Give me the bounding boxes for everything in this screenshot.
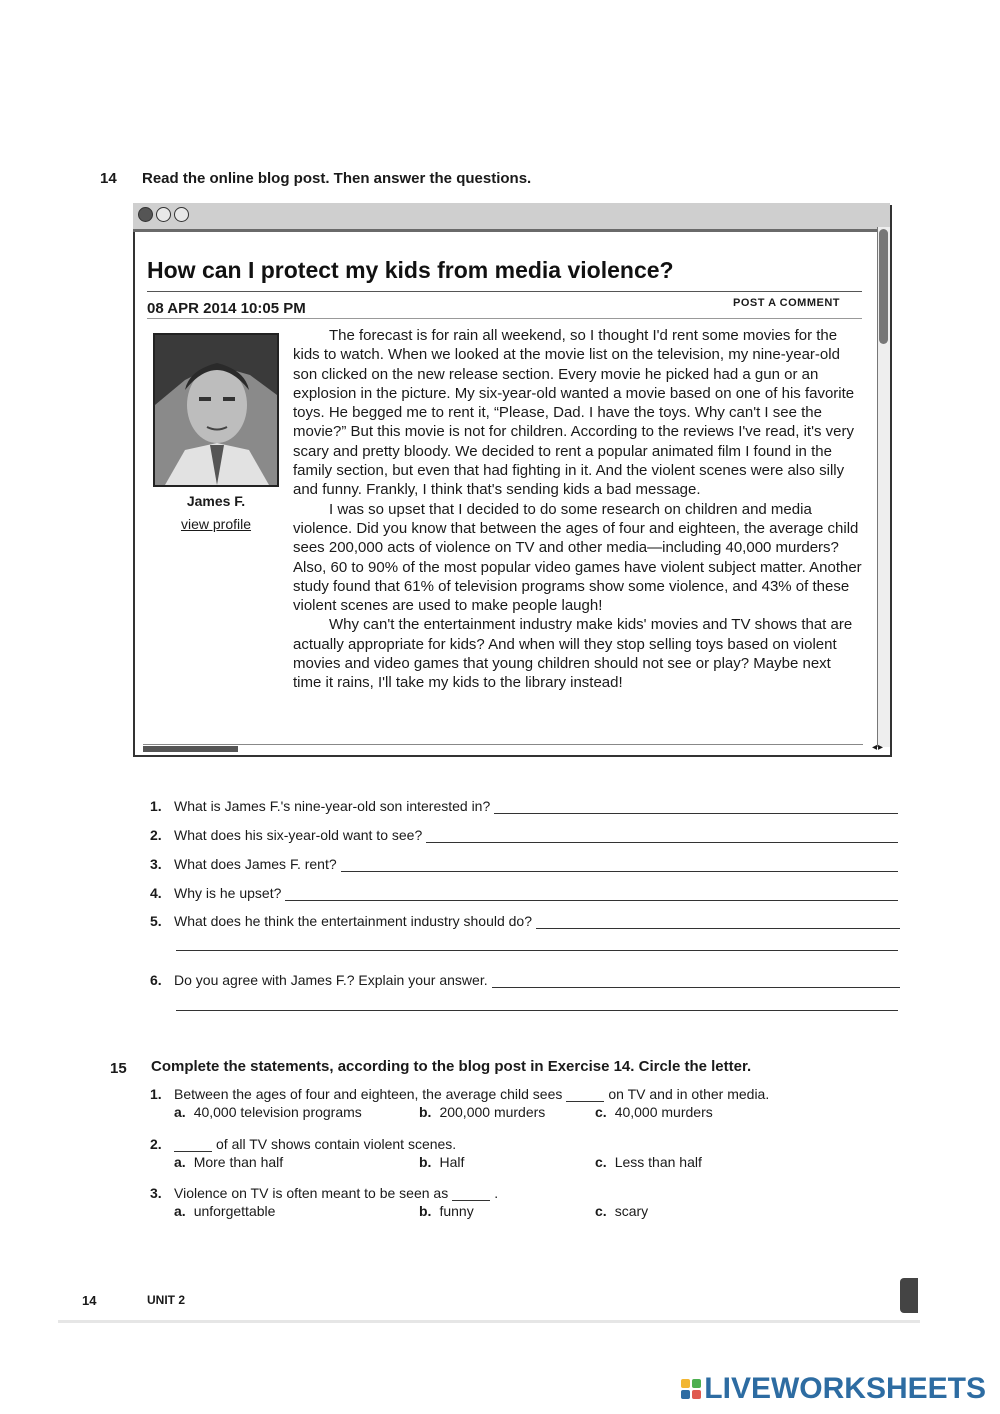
option-b[interactable]: b. funny <box>419 1203 474 1219</box>
answer-line[interactable] <box>492 973 900 988</box>
author-portrait-icon <box>155 335 277 485</box>
mc-item <box>150 1136 702 1170</box>
page-number: 14 <box>82 1293 97 1308</box>
exercise-14-instruction: Read the online blog post. Then answer the questions. <box>142 170 532 187</box>
question-text: What does James F. rent? <box>174 856 337 872</box>
mc-item <box>150 1185 648 1219</box>
blog-body <box>293 326 863 693</box>
item-text: Violence on TV is often meant to be seen as <box>174 1185 449 1201</box>
vertical-scrollbar[interactable] <box>877 227 890 747</box>
question-item <box>150 827 898 843</box>
page-tab <box>900 1278 918 1313</box>
question-text: What is James F.'s nine-year-old son interested in? <box>174 798 491 814</box>
answer-line[interactable] <box>341 857 898 872</box>
option-c[interactable]: c. scary <box>595 1203 649 1219</box>
question-number: 2. <box>150 827 162 843</box>
blog-paragraph: I was so upset that I decided to do some research on children and media violence. Did you know that between the ages of four and eighteen, the average child sees 200,000 acts of violence on TV and other media—including 40,000 murders? Also, 60 to 90% of the most popular video games have violent subject matter. Another study found that 61% of television programs show some violence, and 43% of these violent scenes are used to make people laugh! <box>293 500 862 615</box>
answer-line[interactable] <box>285 886 898 901</box>
minimize-dot-icon[interactable] <box>156 207 171 222</box>
post-comment-link[interactable]: POST A COMMENT <box>732 297 840 309</box>
option-a[interactable]: a. More than half <box>174 1154 284 1170</box>
author-photo <box>153 333 279 487</box>
option-c[interactable]: c. 40,000 murders <box>595 1104 713 1120</box>
answer-blank[interactable] <box>174 1136 212 1152</box>
question-number: 1. <box>150 798 162 814</box>
question-item <box>150 856 898 872</box>
answer-line[interactable] <box>176 950 898 951</box>
blog-paragraph: The forecast is for rain all weekend, so I thought I'd rent some movies for the kids to watch. When we looked at the movie list on the television, my nine-year-old son clicked on the new release section. Every movie he picked had a gun or an explosion in the picture. My six-year-old wanted a movie based on one of his favorite toys. He begged me to rent it, “Please, Dad. I have the toys. Why can't I see the movie?” But this movie is not for children. According to the reviews I've read, it's very scary and pretty bloody. We decided to rent a popular animated film I found in the family section, but even that had fighting in it. And the violent scenes were also silly and funny. Frankly, I think that's sending kids a bad message. <box>293 327 855 499</box>
question-number: 3. <box>150 856 162 872</box>
exercise-15-number: 15 <box>110 1060 127 1077</box>
question-text: Why is he upset? <box>174 885 282 901</box>
answer-line[interactable] <box>494 799 898 814</box>
question-text: What does he think the entertainment industry should do? <box>174 913 532 929</box>
unit-label: UNIT 2 <box>147 1293 186 1307</box>
item-text: Between the ages of four and eighteen, the average child sees <box>174 1086 563 1102</box>
divider <box>147 318 862 319</box>
exercise-14-number: 14 <box>100 170 117 187</box>
question-text: What does his six-year-old want to see? <box>174 827 423 843</box>
item-text: on TV and in other media. <box>608 1086 770 1102</box>
liveworksheets-wordmark: LIVEWORKSHEETS <box>704 1372 986 1405</box>
question-item <box>150 972 900 988</box>
option-a[interactable]: a. unforgettable <box>174 1203 276 1219</box>
divider <box>147 291 862 292</box>
mc-item <box>150 1086 769 1120</box>
item-number: 2. <box>150 1136 162 1152</box>
divider <box>58 1320 920 1323</box>
close-dot-icon[interactable] <box>138 207 153 222</box>
author-name: James F. <box>186 493 246 509</box>
blog-paragraph: Why can't the entertainment industry make kids' movies and TV shows that are actually appropriate for kids? And when will they stop selling toys based on violent movies and video games that young children should not see or play? Maybe next time it rains, I'll take my kids to the library instead! <box>293 616 853 692</box>
scroll-arrows-icon[interactable]: ◂▸ <box>871 742 884 753</box>
question-item <box>150 798 898 814</box>
exercise-15-instruction: Complete the statements, according to the blog post in Exercise 14. Circle the letter. <box>151 1058 752 1075</box>
question-number: 6. <box>150 972 162 988</box>
option-b[interactable]: b. 200,000 murders <box>419 1104 546 1120</box>
maximize-dot-icon[interactable] <box>174 207 189 222</box>
liveworksheets-logo[interactable] <box>681 1372 986 1406</box>
question-item <box>150 885 898 901</box>
question-number: 5. <box>150 913 162 929</box>
scroll-thumb[interactable] <box>879 229 888 344</box>
question-text: Do you agree with James F.? Explain your answer. <box>174 972 488 988</box>
answer-blank[interactable] <box>566 1086 604 1102</box>
scroll-thumb[interactable] <box>143 746 238 752</box>
option-b[interactable]: b. Half <box>419 1154 465 1170</box>
option-c[interactable]: c. Less than half <box>595 1154 702 1170</box>
post-date: 08 APR 2014 10:05 PM <box>147 300 306 317</box>
blog-title: How can I protect my kids from media violence? <box>147 257 674 283</box>
item-text: . <box>494 1185 499 1201</box>
question-number: 4. <box>150 885 162 901</box>
item-number: 3. <box>150 1185 162 1201</box>
horizontal-scrollbar[interactable] <box>143 744 863 753</box>
answer-blank[interactable] <box>452 1185 490 1201</box>
option-a[interactable]: a. 40,000 television programs <box>174 1104 362 1120</box>
window-titlebar <box>133 203 890 232</box>
item-text: of all TV shows contain violent scenes. <box>216 1136 457 1152</box>
blog-window <box>133 205 892 757</box>
item-number: 1. <box>150 1086 162 1102</box>
liveworksheets-icon <box>681 1379 701 1399</box>
answer-line[interactable] <box>536 914 900 929</box>
view-profile-link[interactable]: view profile <box>180 516 252 532</box>
answer-line[interactable] <box>426 828 898 843</box>
question-item <box>150 913 900 929</box>
answer-line[interactable] <box>176 1010 898 1011</box>
